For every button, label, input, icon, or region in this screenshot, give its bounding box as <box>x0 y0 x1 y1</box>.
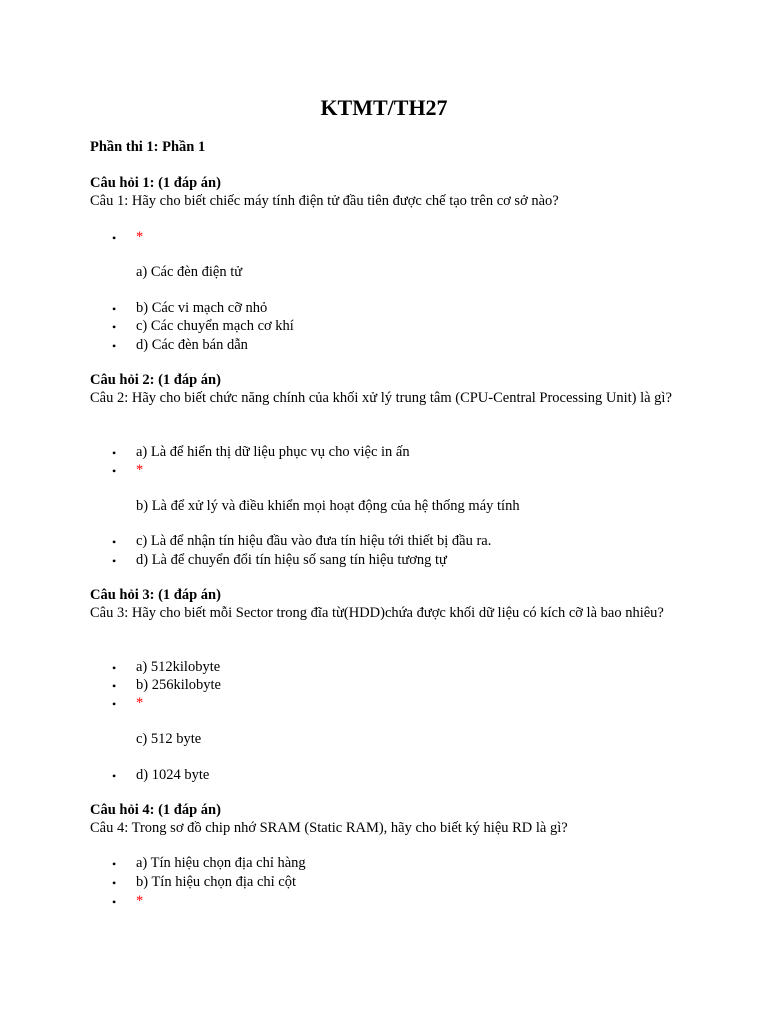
question-1-correct-option: a) Các đèn điện tử <box>136 264 243 280</box>
question-2-text: Câu 2: Hãy cho biết chức năng chính của khối xử lý trung tâm (CPU-Central Processing Unit) là gì? <box>90 390 672 406</box>
question-1-option: b) Các vi mạch cỡ nhỏ <box>136 300 268 316</box>
question-3-option: d) 1024 byte <box>136 767 210 783</box>
document-title: KTMT/TH27 <box>320 95 448 120</box>
bullet-icon: • <box>112 876 117 890</box>
question-2-option: a) Là để hiển thị dữ liệu phục vụ cho việc in ấn <box>136 444 410 460</box>
correct-answer-marker: * <box>136 893 144 909</box>
bullet-icon: • <box>112 320 117 334</box>
question-3-text: Câu 3: Hãy cho biết mỗi Sector trong đĩa từ(HDD)chứa được khối dữ liệu có kích cỡ là bao nhiêu? <box>90 605 664 621</box>
bullet-icon: • <box>112 857 117 871</box>
bullet-icon: • <box>112 697 117 711</box>
question-1-option: d) Các đèn bán dẫn <box>136 337 248 353</box>
question-2-correct-option: b) Là để xử lý và điều khiển mọi hoạt động của hệ thống máy tính <box>136 498 520 514</box>
bullet-icon: • <box>112 554 117 568</box>
bullet-icon: • <box>112 302 117 316</box>
bullet-icon: • <box>112 339 117 353</box>
bullet-icon: • <box>112 446 117 460</box>
bullet-icon: • <box>112 231 117 245</box>
bullet-icon: • <box>112 661 117 675</box>
question-2-header: Câu hỏi 2: (1 đáp án) <box>90 372 221 388</box>
question-3-correct-option: c) 512 byte <box>136 731 202 747</box>
bullet-icon: • <box>112 679 117 693</box>
question-2-option: c) Là để nhận tín hiệu đầu vào đưa tín hiệu tới thiết bị đầu ra. <box>136 533 492 549</box>
question-4-text: Câu 4: Trong sơ đồ chip nhớ SRAM (Static RAM), hãy cho biết ký hiệu RD là gì? <box>90 820 568 836</box>
bullet-icon: • <box>112 464 117 478</box>
question-1-header: Câu hỏi 1: (1 đáp án) <box>90 175 221 191</box>
correct-answer-marker: * <box>136 695 144 711</box>
question-3-header: Câu hỏi 3: (1 đáp án) <box>90 587 221 603</box>
question-1-text: Câu 1: Hãy cho biết chiếc máy tính điện tử đầu tiên được chế tạo trên cơ sở nào? <box>90 193 559 209</box>
question-4-option: a) Tín hiệu chọn địa chỉ hàng <box>136 855 306 871</box>
question-4-header: Câu hỏi 4: (1 đáp án) <box>90 802 221 818</box>
question-3-option: a) 512kilobyte <box>136 659 221 675</box>
correct-answer-marker: * <box>136 229 144 245</box>
section-heading: Phần thi 1: Phần 1 <box>90 139 206 155</box>
question-1-option: c) Các chuyển mạch cơ khí <box>136 318 294 334</box>
question-3-option: b) 256kilobyte <box>136 677 221 693</box>
bullet-icon: • <box>112 895 117 909</box>
correct-answer-marker: * <box>136 462 144 478</box>
bullet-icon: • <box>112 769 117 783</box>
question-2-option: d) Là để chuyển đổi tín hiệu số sang tín hiệu tương tự <box>136 552 447 568</box>
bullet-icon: • <box>112 535 117 549</box>
question-4-option: b) Tín hiệu chọn địa chỉ cột <box>136 874 296 890</box>
